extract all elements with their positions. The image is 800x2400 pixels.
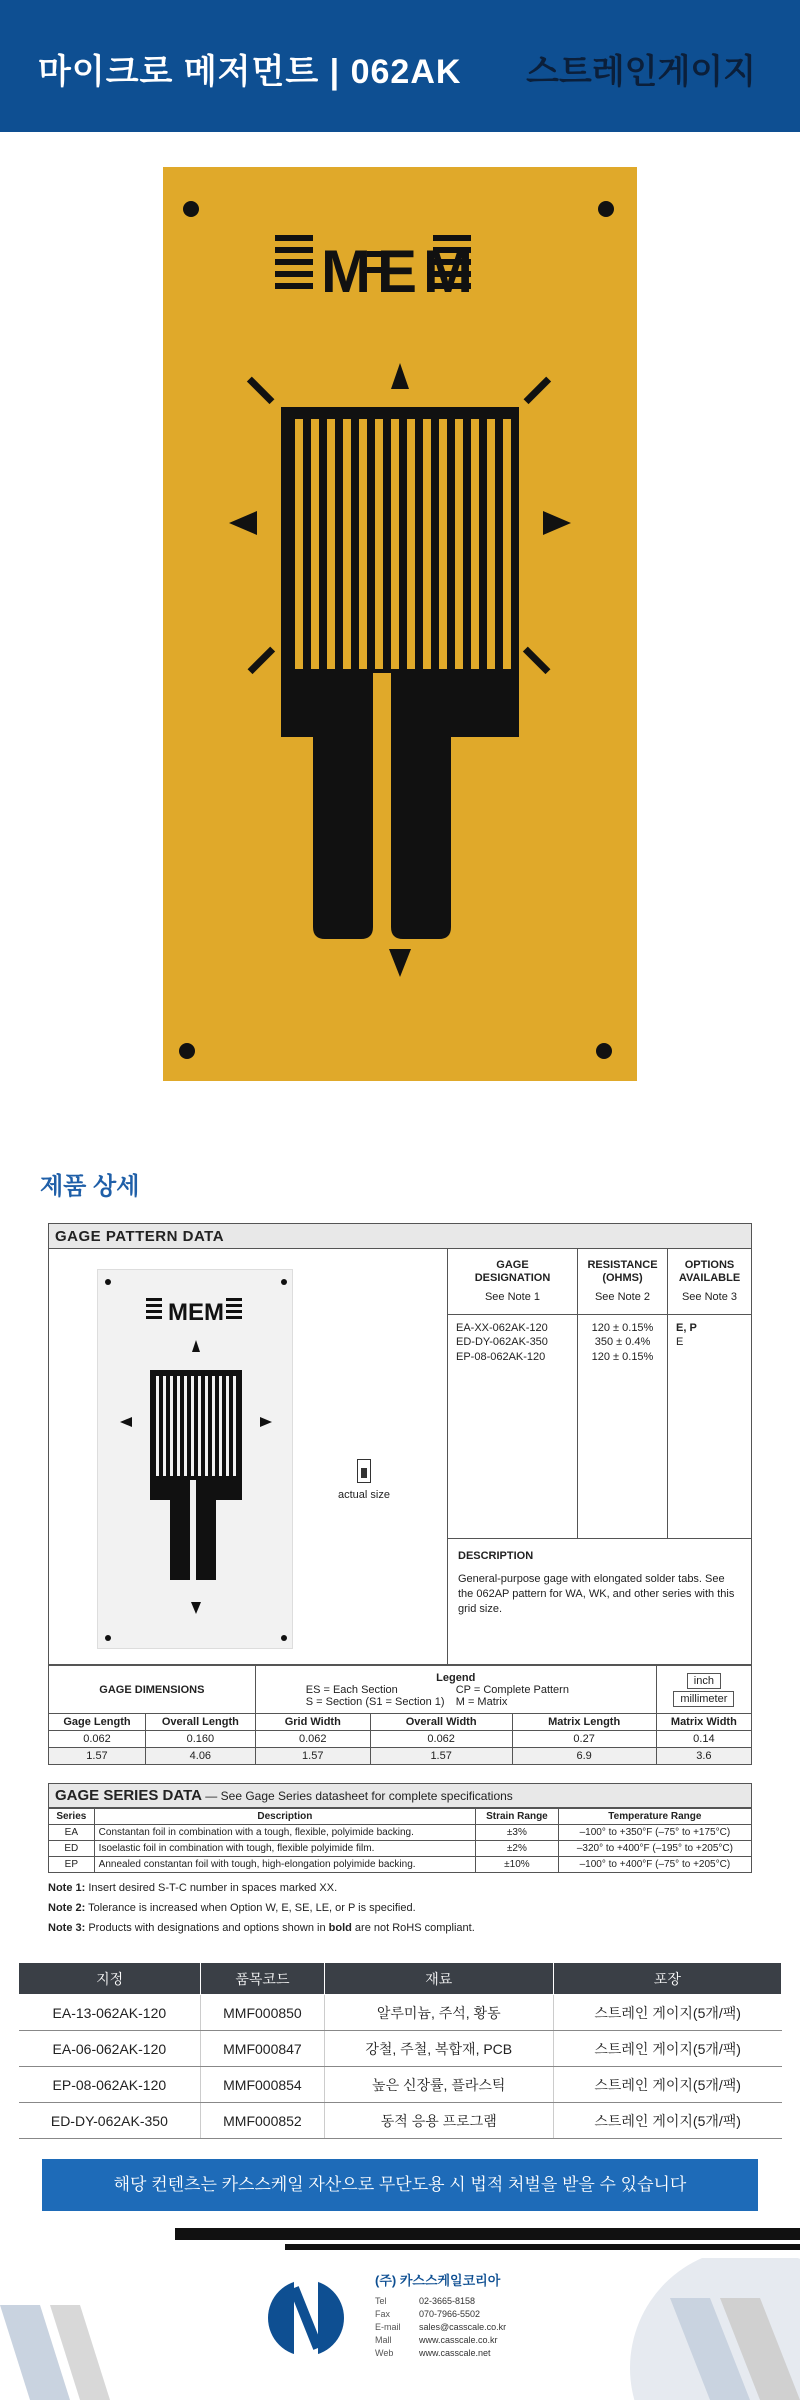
decorative-pattern [0, 2285, 120, 2400]
actual-size-label: actual size [338, 1489, 390, 1501]
product-cell: MMF000854 [201, 2067, 324, 2103]
units-legend [656, 1666, 751, 1714]
page-title: 마이크로 메저먼트 | 062AK [38, 53, 462, 91]
series-cell: ±3% [476, 1825, 559, 1841]
dim-value: 0.14 [656, 1731, 751, 1748]
product-cell: MMF000850 [201, 1995, 324, 2031]
web-link[interactable]: www.casscale.net [419, 2348, 491, 2358]
legend-title: Legend [436, 1671, 476, 1684]
series-cell: –320° to +400°F (–195° to +205°C) [558, 1841, 751, 1857]
series-cell: ±10% [476, 1857, 559, 1873]
contact-key: Web [375, 2348, 394, 2358]
unit-inch: inch [687, 1673, 721, 1689]
note-1 [48, 1879, 752, 1899]
dim-header: Matrix Width [656, 1714, 751, 1731]
series-header: Strain Range [476, 1809, 559, 1825]
product-row [19, 1995, 782, 2031]
series-cell: ±2% [476, 1841, 559, 1857]
designation-value: EP-08-062AK-120 [456, 1350, 546, 1363]
options-value: E, P [676, 1322, 697, 1334]
product-cell: 스트레인 게이지(5개/팩) [553, 2031, 781, 2067]
category-label: 스트레인게이지 [526, 53, 756, 91]
dimensions-label: GAGE DIMENSIONS [49, 1666, 256, 1714]
note-3 [48, 1919, 752, 1939]
options-column [668, 1249, 751, 1538]
dim-header: Overall Width [370, 1714, 512, 1731]
series-cell: –100° to +400°F (–75° to +205°C) [558, 1857, 751, 1873]
options-note: See Note 3 [681, 1291, 738, 1304]
series-header: Temperature Range [558, 1809, 751, 1825]
resistance-value: 120 ± 0.15% [591, 1350, 654, 1363]
resistance-value: 350 ± 0.4% [594, 1336, 651, 1349]
contact-value: 02-3665-8158 [419, 2296, 476, 2306]
company-name: (주) 카스스케일코리아 [375, 2273, 501, 2288]
resistance-value: 120 ± 0.15% [591, 1322, 654, 1334]
product-cell: EA-13-062AK-120 [19, 1995, 201, 2031]
designation-note: See Note 1 [484, 1291, 541, 1304]
designation-value: EA-XX-062AK-120 [456, 1322, 548, 1334]
series-cell: –100° to +350°F (–75° to +175°C) [558, 1825, 751, 1841]
legend-item: M = Matrix [455, 1695, 508, 1708]
product-header: 재료 [324, 1963, 553, 1995]
dim-value: 1.57 [49, 1748, 146, 1765]
contact-key: Mall [375, 2335, 392, 2345]
product-row [19, 2067, 782, 2103]
series-title: GAGE SERIES DATA [55, 1787, 202, 1804]
designation-header-2: DESIGNATION [474, 1272, 551, 1285]
series-table [48, 1808, 752, 1873]
pattern-specs-panel [447, 1249, 751, 1664]
designation-column [448, 1249, 578, 1538]
actual-size-icon [357, 1459, 371, 1483]
dim-header: Overall Length [145, 1714, 255, 1731]
dim-value: 3.6 [656, 1748, 751, 1765]
product-cell: 동적 응용 프로그램 [324, 2103, 553, 2139]
dim-inch-row [49, 1731, 752, 1748]
product-header: 포장 [553, 1963, 781, 1995]
series-header: Description [94, 1809, 475, 1825]
actual-size-indicator [329, 1459, 399, 1501]
contact-key: Fax [375, 2309, 391, 2319]
series-row [49, 1841, 752, 1857]
series-title-bar [48, 1783, 752, 1808]
designation-value: ED-DY-062AK-350 [456, 1336, 548, 1349]
product-cell: ED-DY-062AK-350 [19, 2103, 201, 2139]
unit-millimeter: millimeter [673, 1691, 734, 1707]
description-text: General-purpose gage with elongated solder tabs. See the 062AP pattern for WA, WK, and other series with this grid size. [458, 1572, 735, 1615]
dim-mm-row [49, 1748, 752, 1765]
brand-logo: MEM [321, 238, 479, 305]
resistance-header-2: (OHMS) [602, 1272, 643, 1285]
decorative-pattern [610, 2258, 800, 2400]
series-subtitle: — See Gage Series datasheet for complete specifications [201, 1789, 513, 1803]
note-text: Products with designations and options shown in [85, 1921, 329, 1934]
note-label: Note 3: [48, 1921, 86, 1934]
company-logo [266, 2278, 346, 2358]
copyright-notice: 해당 컨텐츠는 카스스케일 자산으로 무단도용 시 법적 처벌을 받을 수 있습니다 [42, 2159, 758, 2211]
pattern-logo: MEM [168, 1299, 224, 1326]
series-cell: EP [49, 1857, 95, 1873]
note-2 [48, 1899, 752, 1919]
legend-item: CP = Complete Pattern [455, 1683, 569, 1696]
product-header: 품목코드 [201, 1963, 324, 1995]
product-cell: 강철, 주철, 복합재, PCB [324, 2031, 553, 2067]
series-row [49, 1857, 752, 1873]
product-photo [163, 167, 637, 1081]
product-cell: 알루미늄, 주석, 황동 [324, 1995, 553, 2031]
dimensions-table [48, 1665, 752, 1765]
note-label: Note 2: [48, 1901, 86, 1914]
designation-header-1: GAGE [496, 1259, 529, 1271]
note-bold: bold [328, 1921, 352, 1934]
options-header-2: AVAILABLE [678, 1272, 741, 1285]
notes [48, 1879, 752, 1938]
note-text: Insert desired S-T-C number in spaces marked XX. [85, 1882, 338, 1894]
dim-value: 0.27 [512, 1731, 656, 1748]
description-heading: DESCRIPTION [458, 1550, 534, 1562]
dim-value: 1.57 [370, 1748, 512, 1765]
product-row [19, 2103, 782, 2139]
options-header-1: OPTIONS [684, 1259, 735, 1271]
dim-value: 0.062 [255, 1731, 370, 1748]
note-label: Note 1: [48, 1882, 86, 1894]
series-cell: Constantan foil in combination with a tough, flexible, polyimide backing. [94, 1825, 475, 1841]
series-row [49, 1825, 752, 1841]
product-cell: MMF000852 [201, 2103, 324, 2139]
resistance-note: See Note 2 [594, 1291, 651, 1304]
series-cell: Isoelastic foil in combination with tough, flexible polyimide film. [94, 1841, 475, 1857]
dim-header: Gage Length [49, 1714, 146, 1731]
product-cell: MMF000847 [201, 2031, 324, 2067]
strain-gauge-image [163, 167, 637, 1081]
dim-value: 4.06 [145, 1748, 255, 1765]
mall-link[interactable]: www.casscale.co.kr [419, 2335, 498, 2345]
options-value: E [676, 1336, 684, 1349]
legend-item: ES = Each Section [305, 1683, 398, 1696]
pattern-diagram [97, 1269, 293, 1649]
series-cell: ED [49, 1841, 95, 1857]
product-cell: 스트레인 게이지(5개/팩) [553, 2067, 781, 2103]
dim-value: 1.57 [255, 1748, 370, 1765]
contact-key: E-mail [375, 2322, 401, 2332]
pattern-image-panel [49, 1249, 447, 1664]
note-text: are not RoHS compliant. [351, 1921, 475, 1934]
dim-header: Grid Width [255, 1714, 370, 1731]
product-cell: 스트레인 게이지(5개/팩) [553, 1995, 781, 2031]
dim-header: Matrix Length [512, 1714, 656, 1731]
legend [255, 1666, 656, 1714]
contact-info [375, 2295, 506, 2360]
dim-value: 0.160 [145, 1731, 255, 1748]
product-cell: 스트레인 게이지(5개/팩) [553, 2103, 781, 2139]
description-block [458, 1549, 741, 1616]
pattern-data-box [48, 1249, 752, 1665]
product-cell: EP-08-062AK-120 [19, 2067, 201, 2103]
footer-divider [175, 2228, 800, 2252]
product-cell: EA-06-062AK-120 [19, 2031, 201, 2067]
product-cell: 높은 신장률, 플라스틱 [324, 2067, 553, 2103]
series-header: Series [49, 1809, 95, 1825]
note-text: Tolerance is increased when Option W, E, SE, LE, or P is specified. [85, 1901, 416, 1914]
dim-value: 0.062 [49, 1731, 146, 1748]
product-row [19, 2031, 782, 2067]
product-table [18, 1962, 782, 2139]
series-cell: EA [49, 1825, 95, 1841]
datasheet-title: GAGE PATTERN DATA [48, 1223, 752, 1249]
datasheet [48, 1223, 752, 1938]
contact-key: Tel [375, 2296, 387, 2306]
contact-value: 070-7966-5502 [419, 2309, 481, 2319]
email-link[interactable]: sales@casscale.co.kr [419, 2322, 507, 2332]
product-header: 지정 [19, 1963, 201, 1995]
resistance-header-1: RESISTANCE [587, 1259, 658, 1271]
resistance-column [578, 1249, 668, 1538]
section-title: 제품 상세 [40, 1173, 140, 1200]
series-cell: Annealed constantan foil with tough, high-elongation polyimide backing. [94, 1857, 475, 1873]
dim-value: 0.062 [370, 1731, 512, 1748]
dim-value: 6.9 [512, 1748, 656, 1765]
legend-item: S = Section (S1 = Section 1) [305, 1695, 445, 1708]
page-header [0, 0, 800, 132]
